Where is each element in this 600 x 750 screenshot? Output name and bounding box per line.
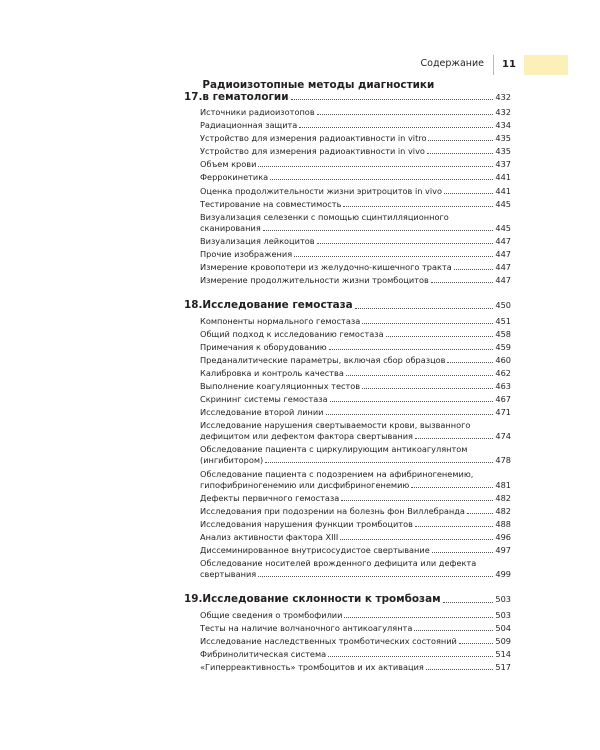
section-number: 17. [184,90,203,103]
toc-entry[interactable]: Анализ активности фактора XIII 496 [200,531,511,542]
toc-section-18 [184,300,511,580]
toc-entry[interactable]: Скрининг системы гемостаза 467 [200,394,511,405]
section-number: 19. [184,593,203,606]
toc-entry[interactable]: Обследование пациента с подозрением на афибриногенемию, гипофибриногенемию или дисфибриногенемию 481 [200,468,511,490]
header-title: Содержание [420,58,484,69]
toc-entry[interactable]: Фибринолитическая система 514 [200,648,511,659]
section-heading [184,594,511,606]
toc-entry[interactable]: Тесты на наличие волчаночного антикоагулянта 504 [200,622,511,633]
section-page: 432 [495,91,511,102]
section-page: 503 [495,594,511,605]
dot-leader [355,308,494,309]
toc-entry[interactable]: Общие сведения о тромбофилии 503 [200,609,511,620]
header-color-tab [524,55,568,75]
toc-entry[interactable]: Устройство для измерения радиоактивности in vivo 435 [200,146,511,157]
toc-section-17 [184,80,511,286]
toc-entry[interactable]: Исследования при подозрении на болезнь фон Виллебранда 482 [200,505,511,516]
toc-entry[interactable]: Выполнение коагуляционных тестов 463 [200,381,511,392]
section-title: Исследование гемостаза [202,299,353,312]
toc-entry[interactable]: Визуализация селезенки с помощью сцинтилляционного сканирования 445 [200,211,511,233]
section-heading [184,300,511,312]
section-page: 450 [495,300,511,311]
dot-leader [291,99,494,100]
toc-section-19 [184,594,511,673]
toc-entry[interactable]: Визуализация лейкоцитов 447 [200,235,511,246]
toc-entry[interactable]: Примечания к оборудованию 459 [200,341,511,352]
toc-entry[interactable]: Компоненты нормального гемостаза 451 [200,315,511,326]
toc-entry[interactable]: Исследование второй линии 471 [200,407,511,418]
table-of-contents [184,80,511,687]
running-header [0,55,600,75]
toc-entry[interactable]: Исследования нарушения функции тромбоцитов 488 [200,518,511,529]
toc-entry[interactable]: Радиационная защита 434 [200,120,511,131]
toc-entry[interactable]: Устройство для измерения радиоактивности in vitro 435 [200,133,511,144]
toc-entry[interactable]: Объем крови 437 [200,159,511,170]
toc-entry[interactable]: Диссеминированное внутрисосудистое свертывание 497 [200,545,511,556]
toc-entry[interactable]: Исследование наследственных тромботических состояний 509 [200,635,511,646]
toc-entry[interactable]: «Гиперреактивность» тромбоцитов и их активация 517 [200,662,511,672]
toc-entry[interactable]: Преданалитические параметры, включая сбор образцов 460 [200,354,511,365]
dot-leader [443,602,494,603]
section-title-line1: Радиоизотопные методы диагностики [202,79,435,91]
toc-entry[interactable]: Источники радиоизотопов 432 [200,107,511,117]
toc-entry[interactable]: Измерение продолжительности жизни тромбоцитов 447 [200,275,511,286]
section-heading [184,80,511,103]
toc-entry[interactable]: Оценка продолжительности жизни эритроцитов in vivo 441 [200,185,511,196]
toc-entry[interactable]: Измерение кровопотери из желудочно-кишечного тракта 447 [200,262,511,273]
section-number: 18. [184,299,203,312]
page-number: 11 [494,55,524,75]
toc-entry[interactable]: Общий подход к исследованию гемостаза 458 [200,328,511,339]
toc-entry[interactable]: Феррокинетика 441 [200,172,511,183]
toc-entry[interactable]: Калибровка и контроль качества 462 [200,368,511,378]
toc-entry[interactable]: Прочие изображения 447 [200,248,511,259]
section-title-line2: в гематологии [202,90,289,103]
toc-entry[interactable]: Тестирование на совместимость 445 [200,198,511,209]
section-title: Исследование склонности к тромбозам [202,593,441,606]
toc-entry[interactable]: Исследование нарушения свертываемости крови, вызванного дефицитом или дефектом фактора свертывания 474 [200,420,511,442]
toc-entry[interactable]: Дефекты первичного гемостаза 482 [200,492,511,503]
toc-entry[interactable]: Обследование пациента с циркулирующим антикоагулянтом (ингибитором) 478 [200,444,511,466]
toc-entry[interactable]: Обследование носителей врожденного дефицита или дефекта свертывания 499 [200,558,511,580]
